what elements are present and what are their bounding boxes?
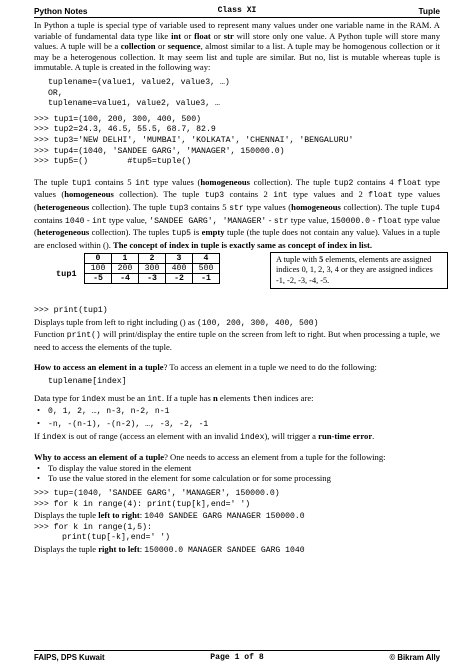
- index-table-header-row: [85, 254, 220, 264]
- value-cell: 500: [193, 264, 220, 274]
- list-item: • -n, -(n-1), -(n-2), …, -3, -2, -1: [34, 418, 440, 431]
- index-table: [84, 253, 220, 284]
- index-cell: 4: [193, 254, 220, 264]
- negative-index-cell: -2: [166, 274, 193, 284]
- example-line-3: >>> tup3='NEW DELHI', 'MUMBAI', 'KOLKATA', 'CHENNAI', 'BENGALURU': [34, 135, 354, 145]
- index-diagram: [34, 250, 440, 306]
- syntax-line-1: tuplename=(value1, value2, value3, …): [48, 77, 230, 87]
- access-index-description: Data type for index must be an int. If a tuple has n elements then indices are:: [34, 392, 314, 404]
- example-line-1: >>> tup1=(100, 200, 300, 400, 500): [34, 114, 202, 124]
- tuple-syntax-block: [34, 78, 440, 110]
- value-cell: 400: [166, 264, 193, 274]
- header-center: Class XI: [217, 6, 257, 15]
- negative-index-cell: -1: [193, 274, 220, 284]
- page-header: [34, 5, 440, 18]
- syntax-line-2: OR,: [48, 88, 63, 98]
- value-cell: 200: [112, 264, 139, 274]
- tuple-description-paragraph: The tuple tup1 contains 5 int type values (homogeneous collection). The tuple tup2 contains 4 float type values (homogeneous collection). The tuple tup3 contains 2 int type values and 2 float type values (heterogeneous collection). The tuple tup3 contains 5 str type values (homogeneous collection). The tuple tup4 contains 1040 - int type value, 'SANDEE GARG', 'MANAGER' - str type value, 150000.0 - float type value (heterogeneous collection). The tuples tup5 is empty tuple (the tuple does not contain any value). Values in a tuple are enclosed within (). The concept of index in tuple is exactly same as concept of index in list.: [34, 176, 440, 250]
- footer-left: FAIPS, DPS Kuwait: [34, 653, 105, 662]
- negative-index-cell: -4: [112, 274, 139, 284]
- loop-output-1: Displays the tuple left to right: 1040 SANDEE GARG MANAGER 150000.0: [34, 510, 305, 522]
- list-item: • To display the value stored in the element: [34, 463, 440, 474]
- syntax-line-3: tuplename=value1, value2, value3, …: [48, 99, 220, 109]
- index-note-box: A tuple with 5 elements, elements are assigned indices 0, 1, 2, 3, 4 or they are assigned indices -1, -2, -3, -4, -5.: [270, 252, 448, 289]
- negative-index-cell: -3: [139, 274, 166, 284]
- page-footer: [34, 650, 440, 663]
- index-table-negative-row: [85, 274, 220, 284]
- loop-output-2: Displays the tuple right to left: 150000.0 MANAGER SANDEE GARG 1040: [34, 543, 305, 555]
- index-cell: 2: [139, 254, 166, 264]
- footer-page-number: Page 1 of 8: [210, 653, 264, 662]
- list-item: • To use the value stored in the element for some calculation or for some processing: [34, 473, 440, 484]
- header-right: Tuple: [418, 6, 440, 16]
- tuple-examples-block: [34, 115, 440, 168]
- example-line-5: >>> tup5=() #tup5=tuple(): [34, 157, 192, 167]
- index-cell: 3: [166, 254, 193, 264]
- index-range-list: [34, 405, 440, 430]
- example-line-2: >>> tup2=24.3, 46.5, 55.5, 68.7, 82.9: [34, 125, 216, 135]
- value-cell: 300: [139, 264, 166, 274]
- value-cell: 100: [85, 264, 112, 274]
- loop-code-line-3: >>> for k in range(1,5):: [34, 522, 152, 532]
- index-cell: 0: [85, 254, 112, 264]
- out-of-range-note: If index is out of range (access an element with an invalid index), will trigger a run-time error.: [34, 430, 375, 442]
- example-line-4: >>> tup4=(1040, 'SANDEE GARG', 'MANAGER', 150000.0): [34, 146, 285, 156]
- intro-paragraph: In Python a tuple is special type of variable used to represent many values under one variable name in the RAM. A variable of fundamental data type like int or float or str will store only one value. A Python tuple will store many values. A tuple will be a collection or sequence, almost similar to a list. A tuple may be homogenous collection or it may be a heterogenous collection. It may seem list and tuple are similar. But no, list is mutable whereas tuple is immutable. A tuple is created in the following way:: [34, 20, 440, 73]
- footer-right: © Bikram Ally: [389, 653, 440, 662]
- loop-code-line-1: >>> tup=(1040, 'SANDEE GARG', 'MANAGER', 150000.0): [34, 489, 280, 498]
- access-syntax: tuplename[index]: [48, 377, 127, 387]
- header-left: Python Notes: [34, 6, 88, 16]
- page-content: [34, 20, 440, 557]
- index-table-label: tup1: [56, 269, 77, 280]
- negative-index-cell: -5: [85, 274, 112, 284]
- loop-code-line-2: >>> for k in range(4): print(tup[k],end=' '): [34, 499, 251, 509]
- print-example-code: >>> print(tup1): [34, 306, 108, 316]
- print-description-1: Displays tuple from left to right including () as (100, 200, 300, 400, 500): [34, 316, 319, 328]
- list-item: • 0, 1, 2, …, n-3, n-2, n-1: [34, 405, 440, 418]
- why-reasons-list: [34, 463, 440, 484]
- loop-code-line-4: print(tup[-k],end=' '): [62, 533, 171, 543]
- index-cell: 1: [112, 254, 139, 264]
- access-question: How to access an element in a tuple? To access an element in a tuple we need to do the following:: [34, 361, 377, 372]
- why-question: Why to access an element of a tuple? One needs to access an element from a tuple for the following:: [34, 452, 386, 463]
- print-description-2: Function print() will print/display the entire tuple on the screen from left to right. But when processing a tuple, we need to access the elements of the tuple.: [34, 329, 440, 353]
- index-table-value-row: [85, 264, 220, 274]
